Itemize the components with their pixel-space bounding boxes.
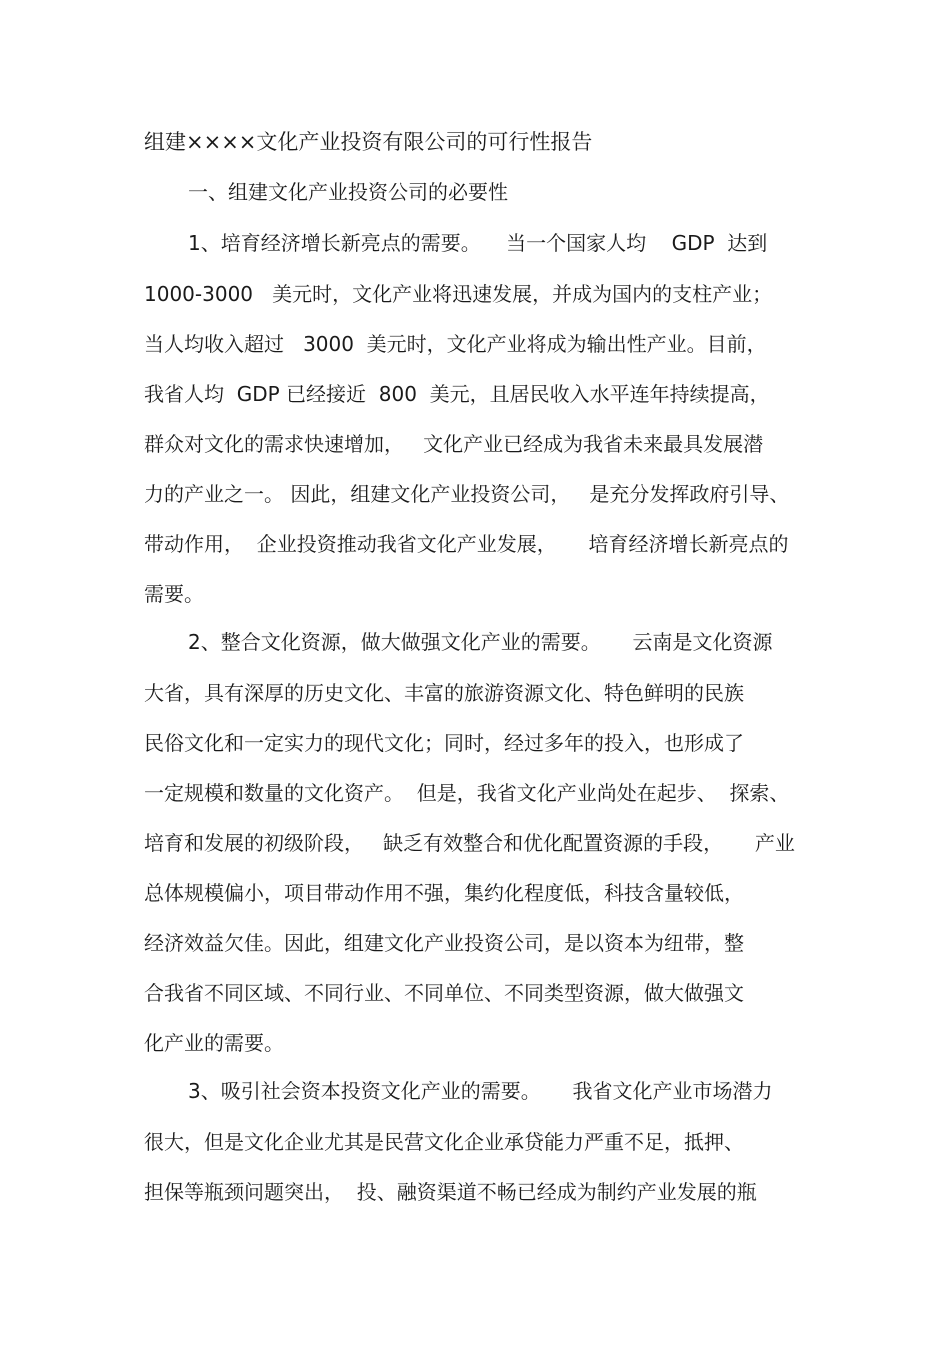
paragraph-1-line: 我省人均 GDP 已经接近 800 美元，且居民收入水平连年持续提高， — [144, 382, 770, 406]
paragraph-3-line: 担保等瓶颈问题突出， 投、融资渠道不畅已经成为制约产业发展的瓶 — [144, 1180, 757, 1204]
document-title: 组建××××文化产业投资有限公司的可行性报告 — [144, 130, 593, 154]
paragraph-2-line: 化产业的需要。 — [144, 1031, 284, 1055]
paragraph-1-line: 需要。 — [144, 582, 204, 606]
paragraph-1-line: 当人均收入超过 3000 美元时，文化产业将成为输出性产业。目前， — [144, 332, 767, 356]
paragraph-2-line: 一定规模和数量的文化资产。 但是，我省文化产业尚处在起步、 探索、 — [144, 781, 790, 805]
section-heading: 一、组建文化产业投资公司的必要性 — [188, 180, 508, 204]
paragraph-2-line: 大省，具有深厚的历史文化、丰富的旅游资源文化、特色鲜明的民族 — [144, 681, 744, 705]
paragraph-2-line: 培育和发展的初级阶段， 缺乏有效整合和优化配置资源的手段， 产业 — [144, 831, 795, 855]
paragraph-1-line: 力的产业之一。 因此，组建文化产业投资公司， 是充分发挥政府引导、 — [144, 482, 790, 506]
paragraph-1-line: 群众对文化的需求快速增加， 文化产业已经成为我省未来最具发展潜 — [144, 432, 764, 456]
paragraph-3-line: 3、吸引社会资本投资文化产业的需要。 我省文化产业市场潜力 — [188, 1079, 773, 1103]
paragraph-2-line: 合我省不同区域、不同行业、不同单位、不同类型资源，做大做强文 — [144, 981, 744, 1005]
paragraph-1-line: 1、培育经济增长新亮点的需要。 当一个国家人均 GDP 达到 — [188, 231, 768, 255]
paragraph-2-line: 2、整合文化资源，做大做强文化产业的需要。 云南是文化资源 — [188, 630, 773, 654]
paragraph-2-line: 民俗文化和一定实力的现代文化；同时，经过多年的投入，也形成了 — [144, 731, 744, 755]
paragraph-3-line: 很大，但是文化企业尤其是民营文化企业承贷能力严重不足，抵押、 — [144, 1130, 744, 1154]
paragraph-2-line: 经济效益欠佳。因此，组建文化产业投资公司，是以资本为纽带，整 — [144, 931, 744, 955]
paragraph-2-line: 总体规模偏小，项目带动作用不强，集约化程度低，科技含量较低， — [144, 881, 744, 905]
paragraph-1-line: 1000-3000 美元时，文化产业将迅速发展，并成为国内的支柱产业； — [144, 282, 773, 306]
paragraph-1-line: 带动作用， 企业投资推动我省文化产业发展， 培育经济增长新亮点的 — [144, 532, 789, 556]
